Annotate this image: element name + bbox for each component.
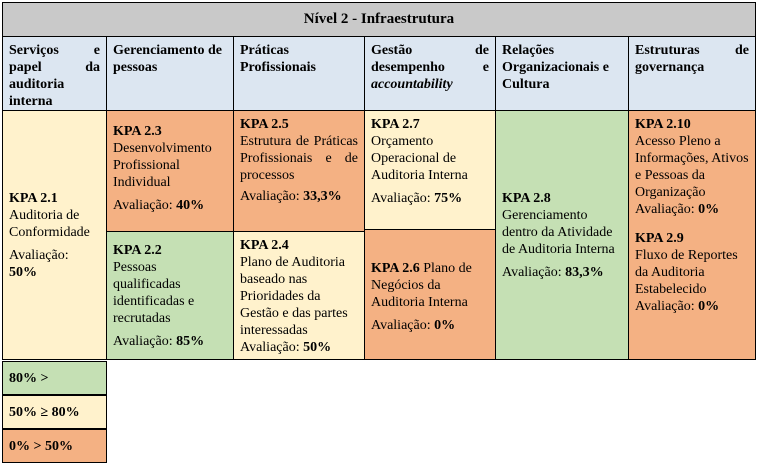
kpa-text: KPA 2.6 Plano de Negócios da Auditoria Interna xyxy=(371,261,472,310)
kpa-text: Fluxo de Reportes da Auditoria Estabelecido xyxy=(635,248,738,297)
kpa-2-4 xyxy=(233,231,365,360)
kpa-text: Desenvolvimento Profissional Individual xyxy=(113,141,212,190)
kpa-text: Plano de Auditoria baseado nas Prioridades da Gestão e das partes interessadas xyxy=(240,255,348,338)
kpa-2-7 xyxy=(364,110,496,230)
kpa-text: Pessoas qualificadas identificadas e recrutadas xyxy=(113,260,195,326)
kpa-code: KPA 2.6 xyxy=(371,261,420,276)
legend-orange: 0% > 50% xyxy=(2,429,107,463)
header-gerenciamento: Gerenciamento de pessoas xyxy=(106,36,234,111)
kpa-evaluation: Avaliação: 85% xyxy=(113,334,205,349)
kpa-2-5 xyxy=(233,110,365,232)
kpa-2-10-2-9 xyxy=(628,110,756,360)
kpa-evaluation: Avaliação: 75% xyxy=(371,191,463,206)
kpa-code: KPA 2.9 xyxy=(635,231,684,246)
kpa-evaluation: Avaliação: 0% xyxy=(371,318,456,333)
kpa-evaluation: Avaliação: 50% xyxy=(240,340,332,355)
kpa-2-10 xyxy=(635,116,749,218)
kpa-evaluation: Avaliação: 33,3% xyxy=(240,189,342,204)
header-estruturas: Estruturas de governança xyxy=(628,36,756,111)
kpa-text: Acesso Pleno a Informações, Ativos e Pessoas da Organização xyxy=(635,134,749,200)
kpa-code: KPA 2.4 xyxy=(240,238,289,253)
kpa-code: KPA 2.5 xyxy=(240,117,289,132)
header-praticas: Práticas Profissionais xyxy=(233,36,365,111)
kpa-text: Orçamento Operacional de Auditoria Interna xyxy=(371,134,468,183)
kpa-2-3 xyxy=(106,110,234,232)
kpa-text: Estrutura de Práticas Profissionais e de processos xyxy=(240,134,358,183)
kpa-evaluation: Avaliação: 0% xyxy=(635,202,720,217)
legend-yellow: 50% ≥ 80% xyxy=(2,395,107,429)
kpa-code: KPA 2.3 xyxy=(113,124,162,139)
kpa-code: KPA 2.10 xyxy=(635,117,691,132)
kpa-text: Auditoria de Conformidade xyxy=(9,207,90,240)
kpa-code: KPA 2.8 xyxy=(502,190,551,206)
kpa-text: Gerenciamento dentro da Atividade de Auditoria Interna xyxy=(502,207,615,257)
kpa-evaluation: Avaliação: 50% xyxy=(9,247,69,280)
kpa-evaluation: Avaliação: 0% xyxy=(635,299,720,314)
kpa-evaluation: Avaliação: 40% xyxy=(113,198,205,213)
page-title xyxy=(2,2,756,37)
header-relacoes: Relações Organizacionais e Cultura xyxy=(495,36,629,111)
kpa-code: KPA 2.1 xyxy=(9,190,58,206)
kpa-2-8 xyxy=(495,110,629,360)
kpa-code: KPA 2.7 xyxy=(371,117,420,132)
title-text: Nível 2 - Infraestrutura xyxy=(303,11,455,27)
kpa-2-2 xyxy=(106,231,234,360)
header-gestao: Gestão de desempenho e accountability xyxy=(364,36,496,111)
legend-green: 80% > xyxy=(2,361,107,395)
header-servicos: Serviços e papel da auditoria interna xyxy=(2,36,107,111)
kpa-evaluation: Avaliação: 83,3% xyxy=(502,264,604,280)
kpa-2-9 xyxy=(635,230,749,315)
kpa-code: KPA 2.2 xyxy=(113,243,162,258)
kpa-2-1 xyxy=(2,110,107,360)
kpa-2-6 xyxy=(364,229,496,360)
